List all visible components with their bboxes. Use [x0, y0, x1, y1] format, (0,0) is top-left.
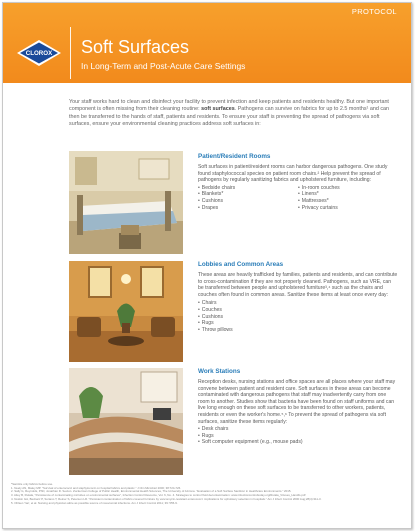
- footnote: 1. Neely AN, Maley MP. "Survival of enterococci and staphylococci on hospital fabrics and plastic." J Clin Microbiol 2000; 38:724-726.: [11, 486, 182, 490]
- list-item: • Rugs: [198, 433, 398, 440]
- list-item: • Rugs: [198, 320, 398, 327]
- footnotes: [11, 483, 406, 505]
- item-list-left: [198, 185, 298, 211]
- section-work-stations: [198, 368, 398, 446]
- footnote: *Sanitize only fabrics before use.: [11, 483, 54, 486]
- list-item: • Cushions: [198, 314, 398, 321]
- item-list-right: [298, 185, 398, 211]
- section-lobbies: [198, 261, 398, 333]
- list-item: • Chairs: [198, 300, 398, 307]
- logo-text: CLOROX: [25, 50, 53, 58]
- footnote: 4. Noskin GA, Bednarz P, Suriano T, Reiner S, Peterson LR. "Persistent contamination of fabric-covered furniture by vancomycin-resistant enterococci: implications for upholstery selection in hospitals." Am J Infect Control 2000 Aug;28(4):311-3.: [11, 497, 322, 501]
- intro-paragraph: [69, 99, 391, 129]
- intro-text-b: . Pathogens can survive on fabrics for up to 2.5 months¹ and can then be transferred to the hands of staff, patients and residents. To ensure your staff is preventing the spread of pathogens via soft surfaces, ensure your environmental cleaning practices address soft surfaces in:: [69, 106, 390, 128]
- section-heading: Patient/Resident Rooms: [198, 153, 271, 160]
- protocol-tag: PROTOCOL: [351, 7, 397, 16]
- list-item: • Linens*: [298, 191, 398, 198]
- item-list: [198, 426, 398, 446]
- list-item: • In-room couches: [298, 185, 398, 192]
- footnote: 2. Sally G, Reynolds, PhD, Jonathan D. Sexton. Zuckerman College of Public Health, Environmental Health Sciences, The University of Arizona. "Evaluation of a Soft Surface Sanitizer in Healthcare Environments." 2015.: [11, 490, 292, 494]
- list-item: • Couches: [198, 307, 398, 314]
- section-heading: Work Stations: [198, 368, 241, 375]
- section-body: Soft surfaces in patient/resident rooms can harbor dangerous pathogens. One study found staphylococcal species on patient room chairs.² Help prevent the spread of pathogens by regularly sanitizing fabrics and upholstered furniture, including:: [198, 164, 388, 184]
- page-title: Soft Surfaces: [81, 37, 190, 57]
- list-item: • Cushions: [198, 198, 298, 205]
- clorox-logo: [15, 39, 63, 67]
- section-body: Reception desks, nursing stations and office spaces are all places where your staff may convene between patient and resident care. Soft surfaces in these areas can become contaminated with dangerous pathogens that staff may inadvertently carry from one room to another. Studies show that bacteria have been found on staff uniforms and can live long enough on these soft surfaces to be transferred to other workers, patients, residents or even the worker's home.⁵,⁶ To prevent the spread of pathogens via soft surfaces, sanitize these items regularly:: [198, 379, 396, 425]
- header-banner: [3, 3, 411, 83]
- list-item: • Throw pillows: [198, 327, 398, 334]
- list-item: • Drapes: [198, 205, 298, 212]
- section-heading: Lobbies and Common Areas: [198, 261, 284, 268]
- list-item: • Mattresses*: [298, 198, 398, 205]
- footnote: 3. Aliey B, Rutala, "Persistence of contaminating microbes on environmental surfaces", Infection Control Resource, Vol. 6, No. 4. Strategies to control fluid decontamination: www.infectioncontroltoday.org/Rutala_Viruses_HandG.pdf: [11, 494, 306, 498]
- footnote: 5. Ohlsen Yarr, et al. Nursing and physician attire as possible source of nosocomial infections. Am J Infect Control 2011; 39: 555-9.: [11, 501, 178, 505]
- list-item: • Desk chairs: [198, 426, 398, 433]
- lobby-photo: [69, 261, 183, 362]
- protocol-page: [2, 2, 412, 529]
- list-item: • Privacy curtains: [298, 205, 398, 212]
- list-item: • Soft computer equipment (e.g., mouse pads): [198, 439, 398, 446]
- intro-bold: soft surfaces: [201, 106, 235, 113]
- list-item: • Bedside chairs: [198, 185, 298, 192]
- patient-room-photo: [69, 151, 183, 254]
- page-subtitle: In Long-Term and Post-Acute Care Settings: [81, 61, 246, 71]
- section-patient-rooms: [198, 153, 398, 211]
- list-item: • Blankets*: [198, 191, 298, 198]
- intro-text-a: Your staff works hard to clean and disinfect your facility to prevent infection and keep patients and residents healthy. But one important component is often missing from their cleaning routine:: [69, 99, 389, 113]
- item-columns: [198, 185, 398, 211]
- section-body: These areas are heavily trafficked by families, patients and residents, and can contribute to cross-contamination if they are not properly cleaned. Pathogens, such as VRE, can be transferred between people and upholstered furniture³,⁴ such as the chairs and couches often found in common areas. Sanitize these items at least once every day:: [198, 272, 398, 298]
- banner-divider: [70, 27, 71, 79]
- work-station-photo: [69, 368, 183, 475]
- item-list: [198, 300, 398, 333]
